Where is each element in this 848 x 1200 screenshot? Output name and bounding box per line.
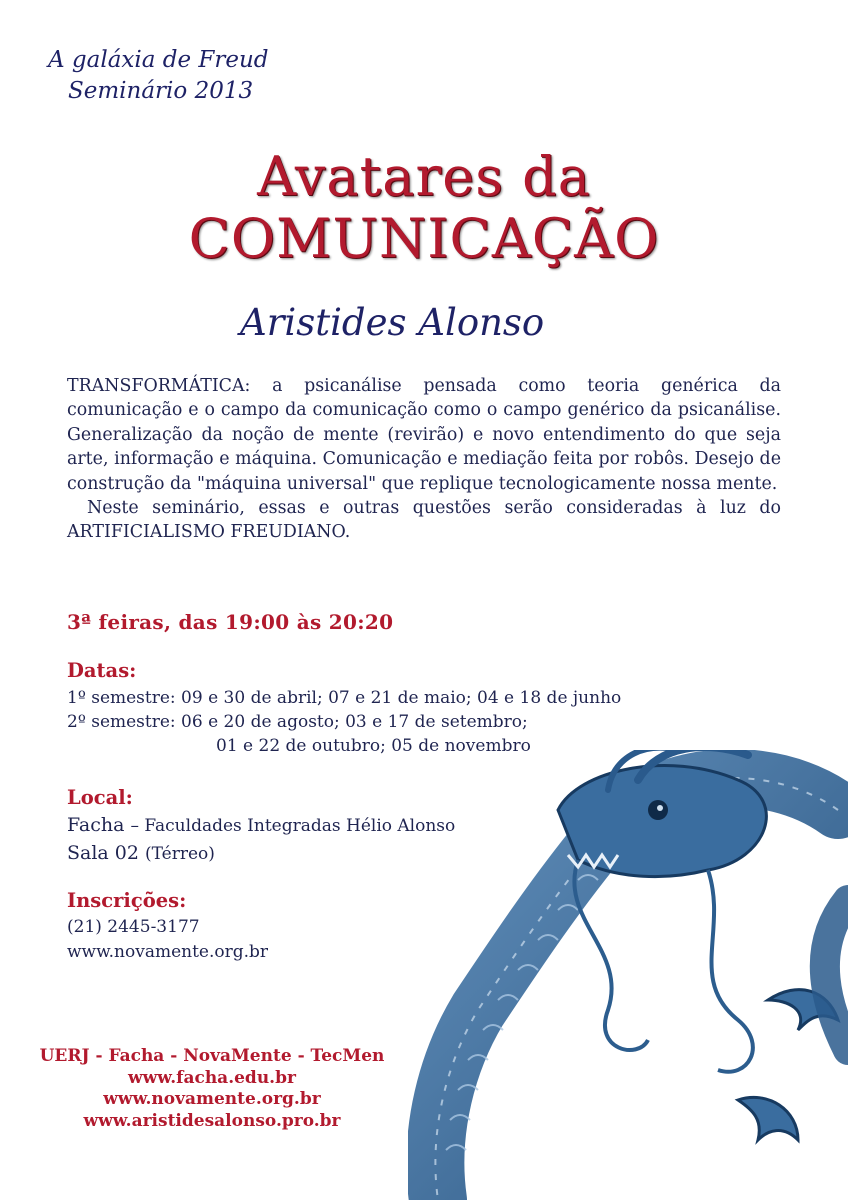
location-room — [67, 840, 215, 868]
series-name: A galáxia de Freud — [48, 47, 269, 73]
dates-heading: Datas: — [67, 659, 137, 682]
series-year: Seminário 2013 — [68, 78, 254, 104]
footer-orgs: UERJ - Facha - NovaMente - TecMen — [39, 1046, 385, 1066]
dates-second-semester-cont: 01 e 22 de outubro; 05 de novembro — [216, 736, 531, 756]
location-heading: Local: — [67, 786, 133, 809]
venue-full-name: – Faculdades Integradas Hélio Alonso — [130, 816, 456, 836]
dates-second-semester: 2º semestre: 06 e 20 de agosto; 03 e 17 de setembro; — [67, 712, 528, 732]
footer-link-facha[interactable]: www.facha.edu.br — [128, 1067, 296, 1088]
author-name: Aristides Alonso — [240, 301, 545, 344]
title-line-2: COMUNICAÇÃO — [188, 207, 660, 270]
footer-link-aristides[interactable]: www.aristidesalonso.pro.br — [83, 1110, 341, 1131]
footer — [0, 1046, 424, 1132]
registration-heading: Inscrições: — [67, 889, 187, 912]
room-name: Sala 02 — [67, 842, 139, 864]
description-paragraph-1: TRANSFORMÁTICA: a psicanálise pensada como teoria genérica da comunicação e o campo da comunicação como o campo genérico da psicanálise. Generalização da noção de mente (revirão) e novo entendimento do que seja arte, informação e máquina. Comunicação e mediação feita por robôs. Desejo de construção da "máquina universal" que replique tecnologicamente nossa mente. — [67, 376, 781, 494]
venue-name: Facha — [67, 814, 125, 836]
footer-link-novamente[interactable]: www.novamente.org.br — [103, 1089, 321, 1109]
registration-phone: (21) 2445-3177 — [67, 917, 200, 937]
description — [67, 374, 781, 545]
dates-first-semester: 1º semestre: 09 e 30 de abril; 07 e 21 de maio; 04 e 18 de junho — [67, 688, 622, 708]
room-note: (Térreo) — [145, 844, 215, 864]
description-paragraph-2: Neste seminário, essas e outras questões serão consideradas à luz do ARTIFICIALISMO FREUDIANO. — [67, 498, 781, 543]
registration-website[interactable]: www.novamente.org.br — [67, 942, 269, 962]
dragon-illustration — [408, 750, 848, 1200]
title-line-1: Avatares da — [257, 145, 591, 208]
location-venue — [67, 812, 455, 840]
schedule: 3ª feiras, das 19:00 às 20:20 — [67, 610, 394, 634]
